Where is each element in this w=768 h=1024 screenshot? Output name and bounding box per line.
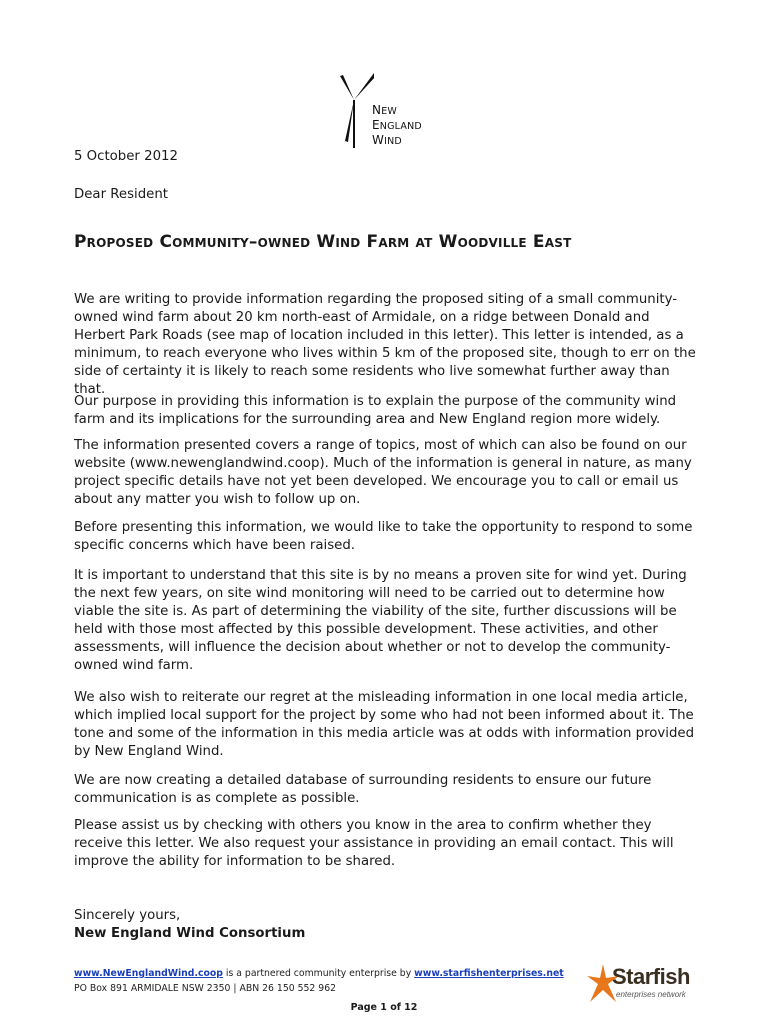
logo-line-wind: WIND: [372, 133, 402, 147]
letter-date: 5 October 2012: [74, 149, 178, 164]
paragraph: Our purpose in providing this information is to explain the purpose of the community wind farm and its implications for the surrounding area and New England region more widely.: [74, 394, 677, 427]
greeting: Dear Resident: [74, 187, 168, 202]
closing: Sincerely yours,: [74, 908, 181, 923]
paragraph: It is important to understand that this site is by no means a proven site for wind yet. During the next few years, on site wind monitoring will need to be carried out to determine how viable the site is. As part of determining the viability of the site, further discussions will be held with those most affected by this possible development. These activities, and other assessments, will influence the decision about whether or not to develop the community-owned wind farm.: [74, 568, 687, 673]
footer-line: [74, 968, 564, 980]
footer-address: PO Box 891 ARMIDALE NSW 2350 | ABN 26 150 552 962: [74, 983, 337, 994]
new-england-wind-logo: [334, 70, 444, 150]
paragraph: The information presented covers a range of topics, most of which can also be found on our website (www.newenglandwind.coop). Much of the information is general in nature, as many project specific details have not yet been developed. We encourage you to call or email us about any matter you wish to follow up on.: [74, 438, 692, 507]
starfish-tagline: enterprises network: [616, 990, 686, 999]
paragraph: We also wish to reiterate our regret at the misleading information in one local media article, which implied local support for the project by some who had not been informed about it. The tone and some of the information in this media article was at odds with information provided by New England Wind.: [74, 690, 695, 759]
logo-line-england: ENGLAND: [372, 118, 422, 132]
signature: New England Wind Consortium: [74, 926, 306, 941]
paragraph: Before presenting this information, we would like to take the opportunity to respond to some specific concerns which have been raised.: [74, 520, 693, 553]
paragraph: Please assist us by checking with others you know in the area to confirm whether they receive this letter. We also request your assistance in providing an email contact. This will improve the ability for information to be shared.: [74, 818, 674, 869]
paragraph: We are now creating a detailed database of surrounding residents to ensure our future communication is as complete as possible.: [74, 773, 652, 806]
logo-line-new: NEW: [372, 103, 397, 117]
wind-turbine-icon: [334, 70, 374, 150]
starfish-link[interactable]: www.starfishenterprises.net: [414, 968, 564, 979]
starfish-wordmark: Starfish: [612, 964, 690, 989]
page-number: Page 1 of 12: [350, 1002, 418, 1013]
website-link[interactable]: www.NewEnglandWind.coop: [74, 968, 223, 979]
starfish-logo: [586, 960, 696, 1008]
paragraph: We are writing to provide information regarding the proposed siting of a small community-owned wind farm about 20 km north-east of Armidale, on a ridge between Donald and Herbert Park Roads (see map of location included in this letter). This letter is intended, as a minimum, to reach everyone who lives within 5 km of the proposed site, though to err on the side of certainty it is likely to reach some residents who live somewhat further away than that.: [74, 292, 696, 397]
letter-heading: Proposed Community–owned Wind Farm at Woodville East: [74, 232, 572, 252]
footer-text: is a partnered community enterprise by: [222, 968, 415, 979]
